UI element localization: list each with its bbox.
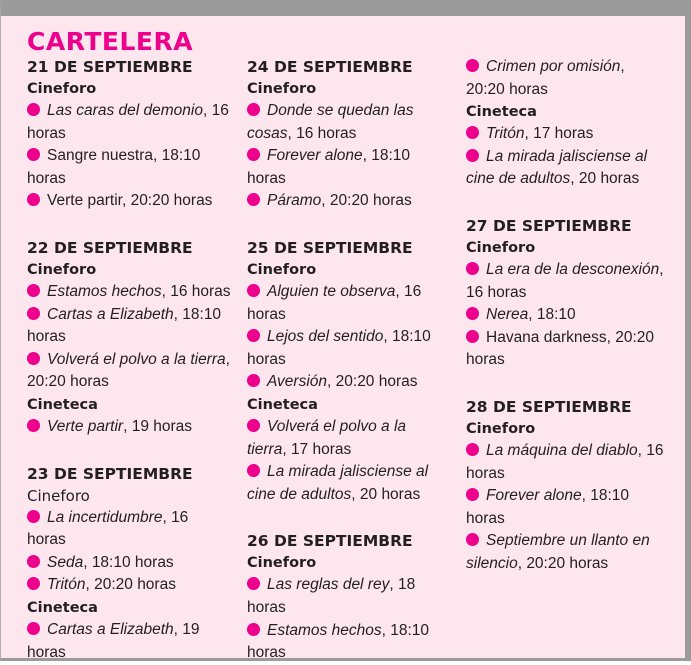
list-item — [247, 145, 447, 190]
list-item — [247, 281, 447, 326]
showtime: , 20 horas — [351, 485, 421, 503]
dot-icon — [466, 307, 479, 320]
showtime: , 16 horas — [161, 282, 231, 300]
movie-title: Volverá el polvo a la tierra — [47, 350, 226, 368]
column-2 — [247, 16, 447, 665]
dot-icon — [466, 443, 479, 456]
movie-title: Las reglas del rey — [267, 576, 390, 594]
movie-title: Cartas a Elizabeth — [47, 620, 174, 638]
list-item — [27, 349, 231, 394]
showtime: , 18:10 horas — [27, 305, 222, 346]
list-item — [27, 416, 231, 439]
dot-icon — [466, 149, 479, 162]
showtime: , 20 horas — [570, 170, 640, 188]
showtime: , 16 horas — [466, 260, 664, 301]
venue-label: Cineteca — [27, 599, 98, 616]
column-1 — [27, 16, 231, 664]
venue-label: Cineteca — [27, 396, 98, 413]
venue-label: Cineforo — [247, 555, 317, 572]
movie-title: Nerea — [486, 306, 529, 324]
venue-label: Cineteca — [466, 104, 537, 121]
list-item — [466, 259, 664, 304]
movie-title: La era de la desconexión — [486, 260, 660, 278]
showtime: , 18:10 horas — [247, 147, 411, 187]
dot-icon — [27, 307, 40, 320]
dot-icon — [27, 103, 40, 116]
list-item — [27, 507, 231, 552]
dot-icon — [466, 533, 479, 546]
showtime: , 16 horas — [466, 441, 664, 482]
venue-label: Cineforo — [247, 81, 317, 97]
showtime: , 18:10 horas — [466, 487, 630, 527]
movie-title: Crimen por omisión — [486, 58, 621, 75]
list-item — [466, 123, 664, 146]
venue-label: Cineforo — [466, 239, 536, 256]
dot-icon — [27, 622, 40, 635]
movie-title: La mirada jalisciense al cine de adultos — [466, 147, 648, 188]
movie-title: Aversión — [267, 373, 328, 391]
list-item — [466, 56, 664, 101]
list-item — [27, 100, 231, 145]
movie-title: Forever alone — [267, 147, 363, 165]
showtime: , 16 horas — [27, 102, 229, 142]
movie-title: La mirada jalisciense al cine de adultos — [247, 463, 429, 503]
showtime: , 18:10 horas — [247, 621, 429, 662]
list-item — [466, 485, 664, 530]
movie-title: Sangre nuestra, 18:10 horas — [27, 147, 201, 187]
dot-icon — [247, 464, 260, 477]
date-heading: 21 DE SEPTIEMBRE — [27, 58, 193, 76]
dot-icon — [27, 577, 40, 590]
dot-icon — [27, 193, 40, 206]
movie-title: Tritón — [47, 576, 86, 594]
list-item — [27, 145, 231, 190]
movie-title: La incertidumbre — [47, 508, 163, 526]
movie-title: Alguien te observa — [267, 282, 396, 300]
dot-icon — [247, 419, 260, 432]
dot-icon — [27, 148, 40, 161]
venue-label: Cineforo — [27, 486, 90, 505]
movie-title: Verte partir — [47, 417, 124, 435]
dot-icon — [27, 419, 40, 432]
movie-title: Cartas a Elizabeth — [47, 305, 174, 323]
list-item — [27, 574, 231, 597]
showtime: , 17 horas — [282, 440, 352, 458]
movie-title: Volverá el polvo a la tierra — [247, 417, 407, 458]
dot-icon — [247, 329, 260, 342]
list-item — [247, 100, 447, 145]
list-item — [247, 371, 447, 394]
movie-title: Páramo — [267, 192, 322, 210]
dot-icon — [247, 577, 260, 590]
list-item — [466, 530, 664, 575]
movie-title: Verte partir, 20:20 horas — [47, 192, 213, 210]
showtime: , 20:20 horas — [27, 350, 230, 391]
dot-icon — [27, 352, 40, 365]
date-heading: 24 DE SEPTIEMBRE — [247, 58, 413, 76]
venue-label: Cineteca — [247, 396, 318, 413]
showtime: , 18:10 horas — [83, 553, 174, 571]
dot-icon — [466, 262, 479, 275]
list-item — [27, 619, 231, 664]
venue-label: Cineforo — [247, 261, 317, 278]
venue-label: Cineforo — [27, 261, 97, 278]
dot-icon — [466, 126, 479, 139]
dot-icon — [466, 488, 479, 501]
venue-label: Cineforo — [27, 81, 97, 97]
showtime: , 19 horas — [27, 620, 200, 661]
dot-icon — [247, 284, 260, 297]
dot-icon — [466, 59, 479, 72]
column-3 — [466, 16, 664, 576]
dot-icon — [247, 623, 260, 636]
movie-title: Donde se quedan las cosas — [247, 102, 414, 142]
dot-icon — [27, 510, 40, 523]
list-item — [247, 620, 447, 665]
list-item — [27, 304, 231, 349]
list-item — [247, 461, 447, 506]
movie-title: Seda — [47, 553, 84, 571]
list-item — [247, 416, 447, 461]
dot-icon — [247, 193, 260, 206]
movie-title: Lejos del sentido — [267, 328, 384, 346]
showtime: , 20:20 horas — [327, 373, 418, 391]
list-item — [247, 574, 447, 619]
list-item — [247, 190, 447, 213]
movie-title: Havana darkness, 20:20 horas — [466, 328, 655, 369]
showtime: , 18 horas — [247, 576, 416, 616]
date-heading: 22 DE SEPTIEMBRE — [27, 238, 193, 257]
movie-title: Tritón — [486, 125, 525, 143]
venue-label: Cineforo — [466, 420, 536, 437]
showtime: , 16 horas — [247, 282, 422, 323]
dot-icon — [247, 148, 260, 161]
list-item — [27, 190, 231, 213]
dot-icon — [247, 103, 260, 116]
list-item — [466, 304, 664, 327]
showtime: , 18:10 — [528, 306, 576, 324]
date-heading: 26 DE SEPTIEMBRE — [247, 532, 413, 551]
movie-title: Forever alone — [486, 487, 582, 505]
dot-icon — [27, 555, 40, 568]
movie-title: Septiembre un llanto en silencio — [466, 532, 650, 572]
page-title: CARTELERA — [27, 27, 194, 56]
movie-title: Estamos hechos — [267, 621, 382, 639]
date-heading: 23 DE SEPTIEMBRE — [27, 464, 193, 483]
dot-icon — [27, 284, 40, 297]
showtime: , 20:20 horas — [321, 192, 412, 210]
showtime: , 19 horas — [123, 417, 193, 435]
list-item — [247, 326, 447, 371]
list-item — [466, 327, 664, 372]
movie-title: La máquina del diablo — [486, 441, 638, 459]
dot-icon — [247, 374, 260, 387]
movie-title: Estamos hechos — [47, 282, 162, 300]
showtime: , 16 horas — [287, 124, 357, 142]
date-heading: 27 DE SEPTIEMBRE — [466, 216, 632, 235]
showtime: , 20:20 horas — [85, 576, 176, 594]
date-heading: 25 DE SEPTIEMBRE — [247, 238, 413, 257]
dot-icon — [466, 330, 479, 343]
list-item — [466, 146, 664, 191]
showtime: , 20:20 horas — [517, 554, 609, 572]
list-item — [27, 552, 231, 575]
list-item — [27, 281, 231, 304]
date-heading: 28 DE SEPTIEMBRE — [466, 397, 632, 416]
movie-title: Las caras del demonio — [47, 102, 203, 119]
showtime: , 18:10 horas — [247, 328, 431, 368]
showtime: , 17 horas — [524, 125, 594, 143]
showtime: , 20:20 horas — [466, 58, 625, 98]
showtime: , 16 horas — [27, 508, 189, 549]
list-item — [466, 440, 664, 485]
